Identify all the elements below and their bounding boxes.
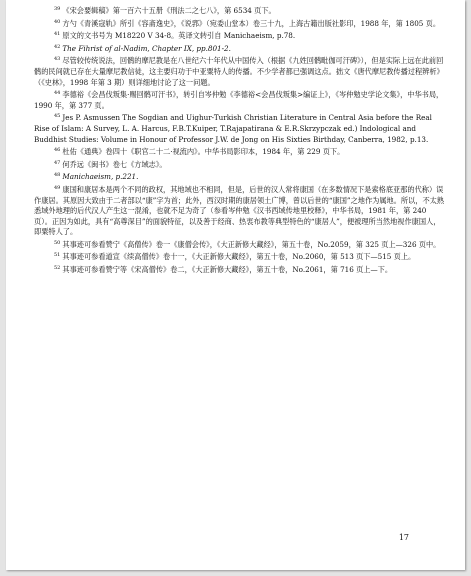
page-number: 17: [398, 533, 409, 542]
footnote-47: $^{47}$ 何乔远《闽书》卷七《方域志》。: [54, 159, 167, 169]
footnote-50: $^{50}$ 其事迹可参看赞宁《高僧传》卷一《康僧会传》，《大正新修大藏经》，第五十卷，No.2059，第 325 页上—326 页中。: [54, 239, 441, 249]
footnotes: [34, 4, 446, 276]
footnote-41: $^{41}$ 原文的文书号为 M18220 V 34-8。英译文转引自 Manichaeism, p.78.: [54, 31, 296, 41]
document-page: [6, 0, 465, 570]
footnote-49: $^{49}$ 康国和康居本是两个不同的政权，其地域也不相同，但是，后世的汉人常将康国（在多数情况下是索格底亚那的代称）误作康居。其原因大致由于二者部以“康”字为首；此外，西汉时期的康居领土广博，曾以后世的“康国”之地作为属地。所以，不太熟悉域外地理的后代汉人产生这一混淆，也就不足为奇了（参看岑仲勉《汉书西域传地里校释》，中华书局，1981 年，第 240 页）。正因为如此，具有“高尊深目”的面貌特征，以及善于经商、热衷布教等典型特色的“康居人”，便被理所当然地视作康国人，即粟特人了。: [34, 184, 445, 237]
footnote-39: $^{39}$ 《宋会要辑稿》第一百六十五册《刑法二之七八》，第 6534 页下。: [54, 6, 276, 15]
footnote-43: $^{43}$ 尽管较传统说法，回鹘的摩尼教是在八世纪六十年代从中国传入（根据《九姓回鹘毗伽可汗碑》），但是实际上远在此前回鹘的民间就已存在大量摩尼教信徒，这主要归功于中亚粟特人的传播。不少学者都已强调这点。拙文《唐代摩尼教传播过程辨析》（《史林》，1998 年第 3 期）则详细地讨论了这一问题。: [34, 56, 444, 87]
footnote-51: $^{51}$ 其事迹可参看道宣《续高僧传》卷十一，《大正新修大藏经》，第五十卷，No.2060，第 513 页下—515 页上。: [54, 252, 416, 262]
footnote-48: $^{48}$ Manichaeism, p.221.: [54, 172, 139, 182]
footnote-45: $^{45}$ Jes P. Asmussen The Sogdian and Uighur-Turkish Christian Literature in Central Asia before the Real Rise of Islam: A Survey, L. A. Harcus, F.B.T.Kuiper, T.Rajapatirana & E.R.Skrzypczak ed.) Indological and Buddhist Studies: Volume in Honour of Professor J.W. de Jong on His Sixties Birthday, Canberra, 1982, p.13.: [34, 113, 432, 144]
footnote-44: $^{44}$ 李德裕《会昌伐叛集·赐回鹘可汗书》，转引自岑仲勉《李德裕<会昌伐叛集>编证上》，《岑仲勉史学论文集》，中华书局，1990 年，第 377 页。: [34, 90, 444, 110]
footnote-46: $^{46}$ 杜佑《通典》卷四十《职官二十二·视流内》。中华书局影印本，1984 年，第 229 页下。: [54, 147, 345, 157]
footnote-42: $^{42}$ The Fihrist of al-Nadim, Chapter IX, pp.801-2.: [54, 43, 231, 53]
footnote-40: $^{40}$ 方勺《青溪寇轨》所引《容斋逸史》，《说郛》（宛委山堂本）卷三十九，上海古籍出版社影印，1988 年，第 1805 页。: [54, 18, 441, 28]
footnote-52: $^{52}$ 其事迹可参看赞宁等《宋高僧传》卷二，《大正新修大藏经》，第五十卷，No.2061，第 716 页上—下。: [54, 265, 393, 275]
